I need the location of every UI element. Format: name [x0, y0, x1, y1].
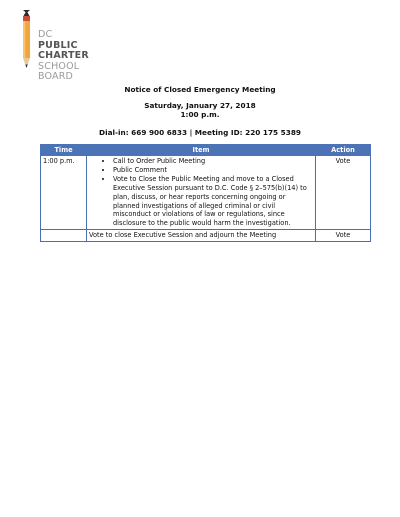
- logo-line-charter: CHARTER: [38, 50, 89, 61]
- logo-line-dc: DC: [38, 29, 53, 40]
- table-row: [41, 156, 371, 230]
- column-header-item: Item: [87, 145, 316, 156]
- row-item-cell: [87, 156, 316, 230]
- list-item: • Vote to Close the Public Meeting and move to a Closed Executive Session pursuant to D.C. Code § 2–575(b)(14) to plan, discuss, or hear reports concerning ongoing or planned investigations of alleged criminal or civil misconduct or violations of law or regulations, since disclosure to the public would harm the investigation.: [113, 175, 313, 228]
- list-item: • Public Comment: [113, 166, 313, 175]
- row-time-cell: [41, 230, 87, 242]
- logo-line-board: BOARD: [38, 71, 74, 82]
- pencil-icon: [20, 10, 33, 70]
- logo-line-school: SCHOOL: [38, 60, 80, 72]
- agenda-header-row: [41, 145, 371, 156]
- logo-line-public: PUBLIC: [38, 39, 78, 51]
- agenda-table: [40, 144, 371, 242]
- table-row: [41, 230, 371, 242]
- row-action-cell: Vote: [316, 230, 371, 242]
- row-item-cell: Vote to close Executive Session and adjourn the Meeting: [87, 230, 316, 242]
- logo-wordmark: [38, 30, 89, 83]
- column-header-action: Action: [316, 145, 371, 156]
- row-time-cell: 1:00 p.m.: [41, 156, 87, 230]
- agenda-item-list: [89, 157, 313, 228]
- column-header-time: Time: [41, 145, 87, 156]
- meeting-time: 1:00 p.m.: [180, 110, 220, 119]
- meeting-dialin: Dial-in: 669 900 6833 | Meeting ID: 220 175 5389: [99, 128, 301, 137]
- row-action-cell: Vote: [316, 156, 371, 230]
- meeting-date: Saturday, January 27, 2018: [144, 101, 256, 110]
- list-item: • Call to Order Public Meeting: [113, 157, 313, 166]
- dc-pcsb-logo: [20, 10, 100, 82]
- meeting-title: Notice of Closed Emergency Meeting: [124, 85, 276, 94]
